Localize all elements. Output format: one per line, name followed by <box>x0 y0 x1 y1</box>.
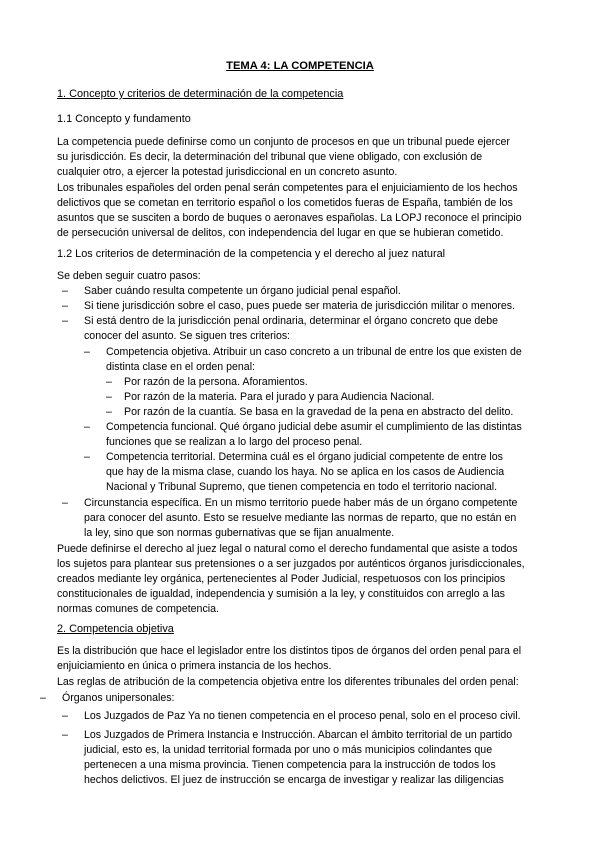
paragraph-line: constitucionales de igualdad, independencia y sumisión a la ley, y constituidos con arreglo a las <box>57 588 505 600</box>
section-2-heading: 2. Competencia objetiva <box>57 623 174 635</box>
paragraph-line: enjuiciamiento en única o primera instancia de los hechos. <box>57 660 332 672</box>
subsection-1-2-heading: 1.2 Los criterios de determinación de la competencia y el derecho al juez natural <box>57 248 446 260</box>
list-item: Órganos unipersonales: <box>62 692 175 704</box>
paragraph-line: cualquier otro, a ejercer la potestad jurisdiccional en un concreto asunto. <box>57 166 398 178</box>
list-item-cont: la ley, sino que son normas gubernativas que se fijan anualmente. <box>84 527 395 539</box>
list-dash: – <box>84 421 90 433</box>
list-item: Competencia funcional. Qué órgano judicial debe asumir el cumplimiento de las distintas <box>106 421 522 433</box>
list-dash: – <box>106 406 112 418</box>
steps-intro: Se deben seguir cuatro pasos: <box>57 270 201 282</box>
list-dash: – <box>62 300 68 312</box>
list-dash: – <box>62 729 68 741</box>
list-item-cont: judicial, esto es, la unidad territorial formada por uno o más municipios colindantes que <box>84 744 493 756</box>
subsection-1-1-heading: 1.1 Concepto y fundamento <box>57 113 191 125</box>
list-item-cont: Nacional y Tribunal Supremo, que tienen competencia en todo el territorio nacional. <box>106 481 498 493</box>
document-title: TEMA 4: LA COMPETENCIA <box>226 60 374 72</box>
list-item: Por razón de la persona. Aforamientos. <box>124 376 308 388</box>
list-item-cont: hechos delictivos. El juez de instrucción se encarga de investigar y realizar las diligencias <box>84 774 504 786</box>
list-item: Por razón de la cuantía. Se basa en la gravedad de la pena en abstracto del delito. <box>124 406 514 418</box>
list-dash: – <box>40 692 46 704</box>
section-1-heading: 1. Concepto y criterios de determinación de la competencia <box>57 88 344 100</box>
paragraph-line: Es la distribución que hace el legislador entre los distintos tipos de órganos del orden penal para el <box>57 645 522 657</box>
list-item-cont: pertenecen a una misma provincia. Tienen competencia para la instrucción de todos los <box>84 759 496 771</box>
paragraph-line: asuntos que se susciten a bordo de buques o aeronaves españolas. La LOPJ reconoce el principio <box>57 212 522 224</box>
list-item-cont: para conocer del asunto. Esto se resuelve mediante las normas de reparto, que no están en <box>84 512 517 524</box>
list-item: Los Juzgados de Paz Ya no tienen competencia en el proceso penal, solo en el proceso civil. <box>84 710 521 722</box>
list-item-cont: conocer del asunto. Se siguen tres criterios: <box>84 330 291 342</box>
paragraph-line: su jurisdicción. Es decir, la determinación del tribunal que viene obligado, con exclusión de <box>57 151 483 163</box>
list-dash: – <box>62 710 68 722</box>
list-dash: – <box>62 285 68 297</box>
list-item: Por razón de la materia. Para el jurado y para Audiencia Nacional. <box>124 391 435 403</box>
paragraph-line: de persecución universal de delitos, con independencia del lugar en que se hubieran cometido. <box>57 227 504 239</box>
list-item: Si está dentro de la jurisdicción penal ordinaria, determinar el órgano concreto que debe <box>84 315 498 327</box>
paragraph-line: La competencia puede definirse como un conjunto de procesos en que un tribunal puede ejercer <box>57 136 510 148</box>
list-item-cont: que hay de la misma clase, cuando los haya. No se aplica en los casos de Audiencia <box>106 466 505 478</box>
paragraph-line: Puede definirse el derecho al juez legal o natural como el derecho fundamental que asiste a todos <box>57 543 518 555</box>
paragraph-line: delictivos que se cometan en territorio español o los cometidos fueras de España, también de los <box>57 197 513 209</box>
list-dash: – <box>84 346 90 358</box>
list-dash: – <box>62 497 68 509</box>
list-item: Competencia objetiva. Atribuir un caso concreto a un tribunal de entre los que existen de <box>106 346 522 358</box>
list-item: Si tiene jurisdicción sobre el caso, pues puede ser materia de jurisdicción militar o menores. <box>84 300 516 312</box>
paragraph-line: los sujetos para plantear sus pretensiones o a ser juzgados por auténticos órganos jurisdiccionales, <box>57 558 525 570</box>
paragraph-line: creados mediante ley orgánica, pertenecientes al Poder Judicial, respetuosos con los principios <box>57 573 506 585</box>
list-item-cont: distinta clase en el orden penal: <box>106 361 256 373</box>
paragraph-line: Las reglas de atribución de la competencia objetiva entre los diferentes tribunales del orden penal: <box>57 676 519 688</box>
paragraph-line: Los tribunales españoles del orden penal serán competentes para el enjuiciamiento de los hechos <box>57 182 518 194</box>
list-dash: – <box>62 315 68 327</box>
paragraph-line: normas comunes de competencia. <box>57 603 219 615</box>
list-item: Circunstancia específica. En un mismo territorio puede haber más de un órgano competente <box>84 497 518 509</box>
list-item: Saber cuándo resulta competente un órgano judicial penal español. <box>84 285 401 297</box>
list-item: Competencia territorial. Determina cuál es el órgano judicial competente de entre los <box>106 451 503 463</box>
list-item-cont: funciones que se realizan a lo largo del proceso penal. <box>106 436 363 448</box>
list-dash: – <box>84 451 90 463</box>
list-item: Los Juzgados de Primera Instancia e Instrucción. Abarcan el ámbito territorial de un partido <box>84 729 513 741</box>
list-dash: – <box>106 391 112 403</box>
list-dash: – <box>106 376 112 388</box>
